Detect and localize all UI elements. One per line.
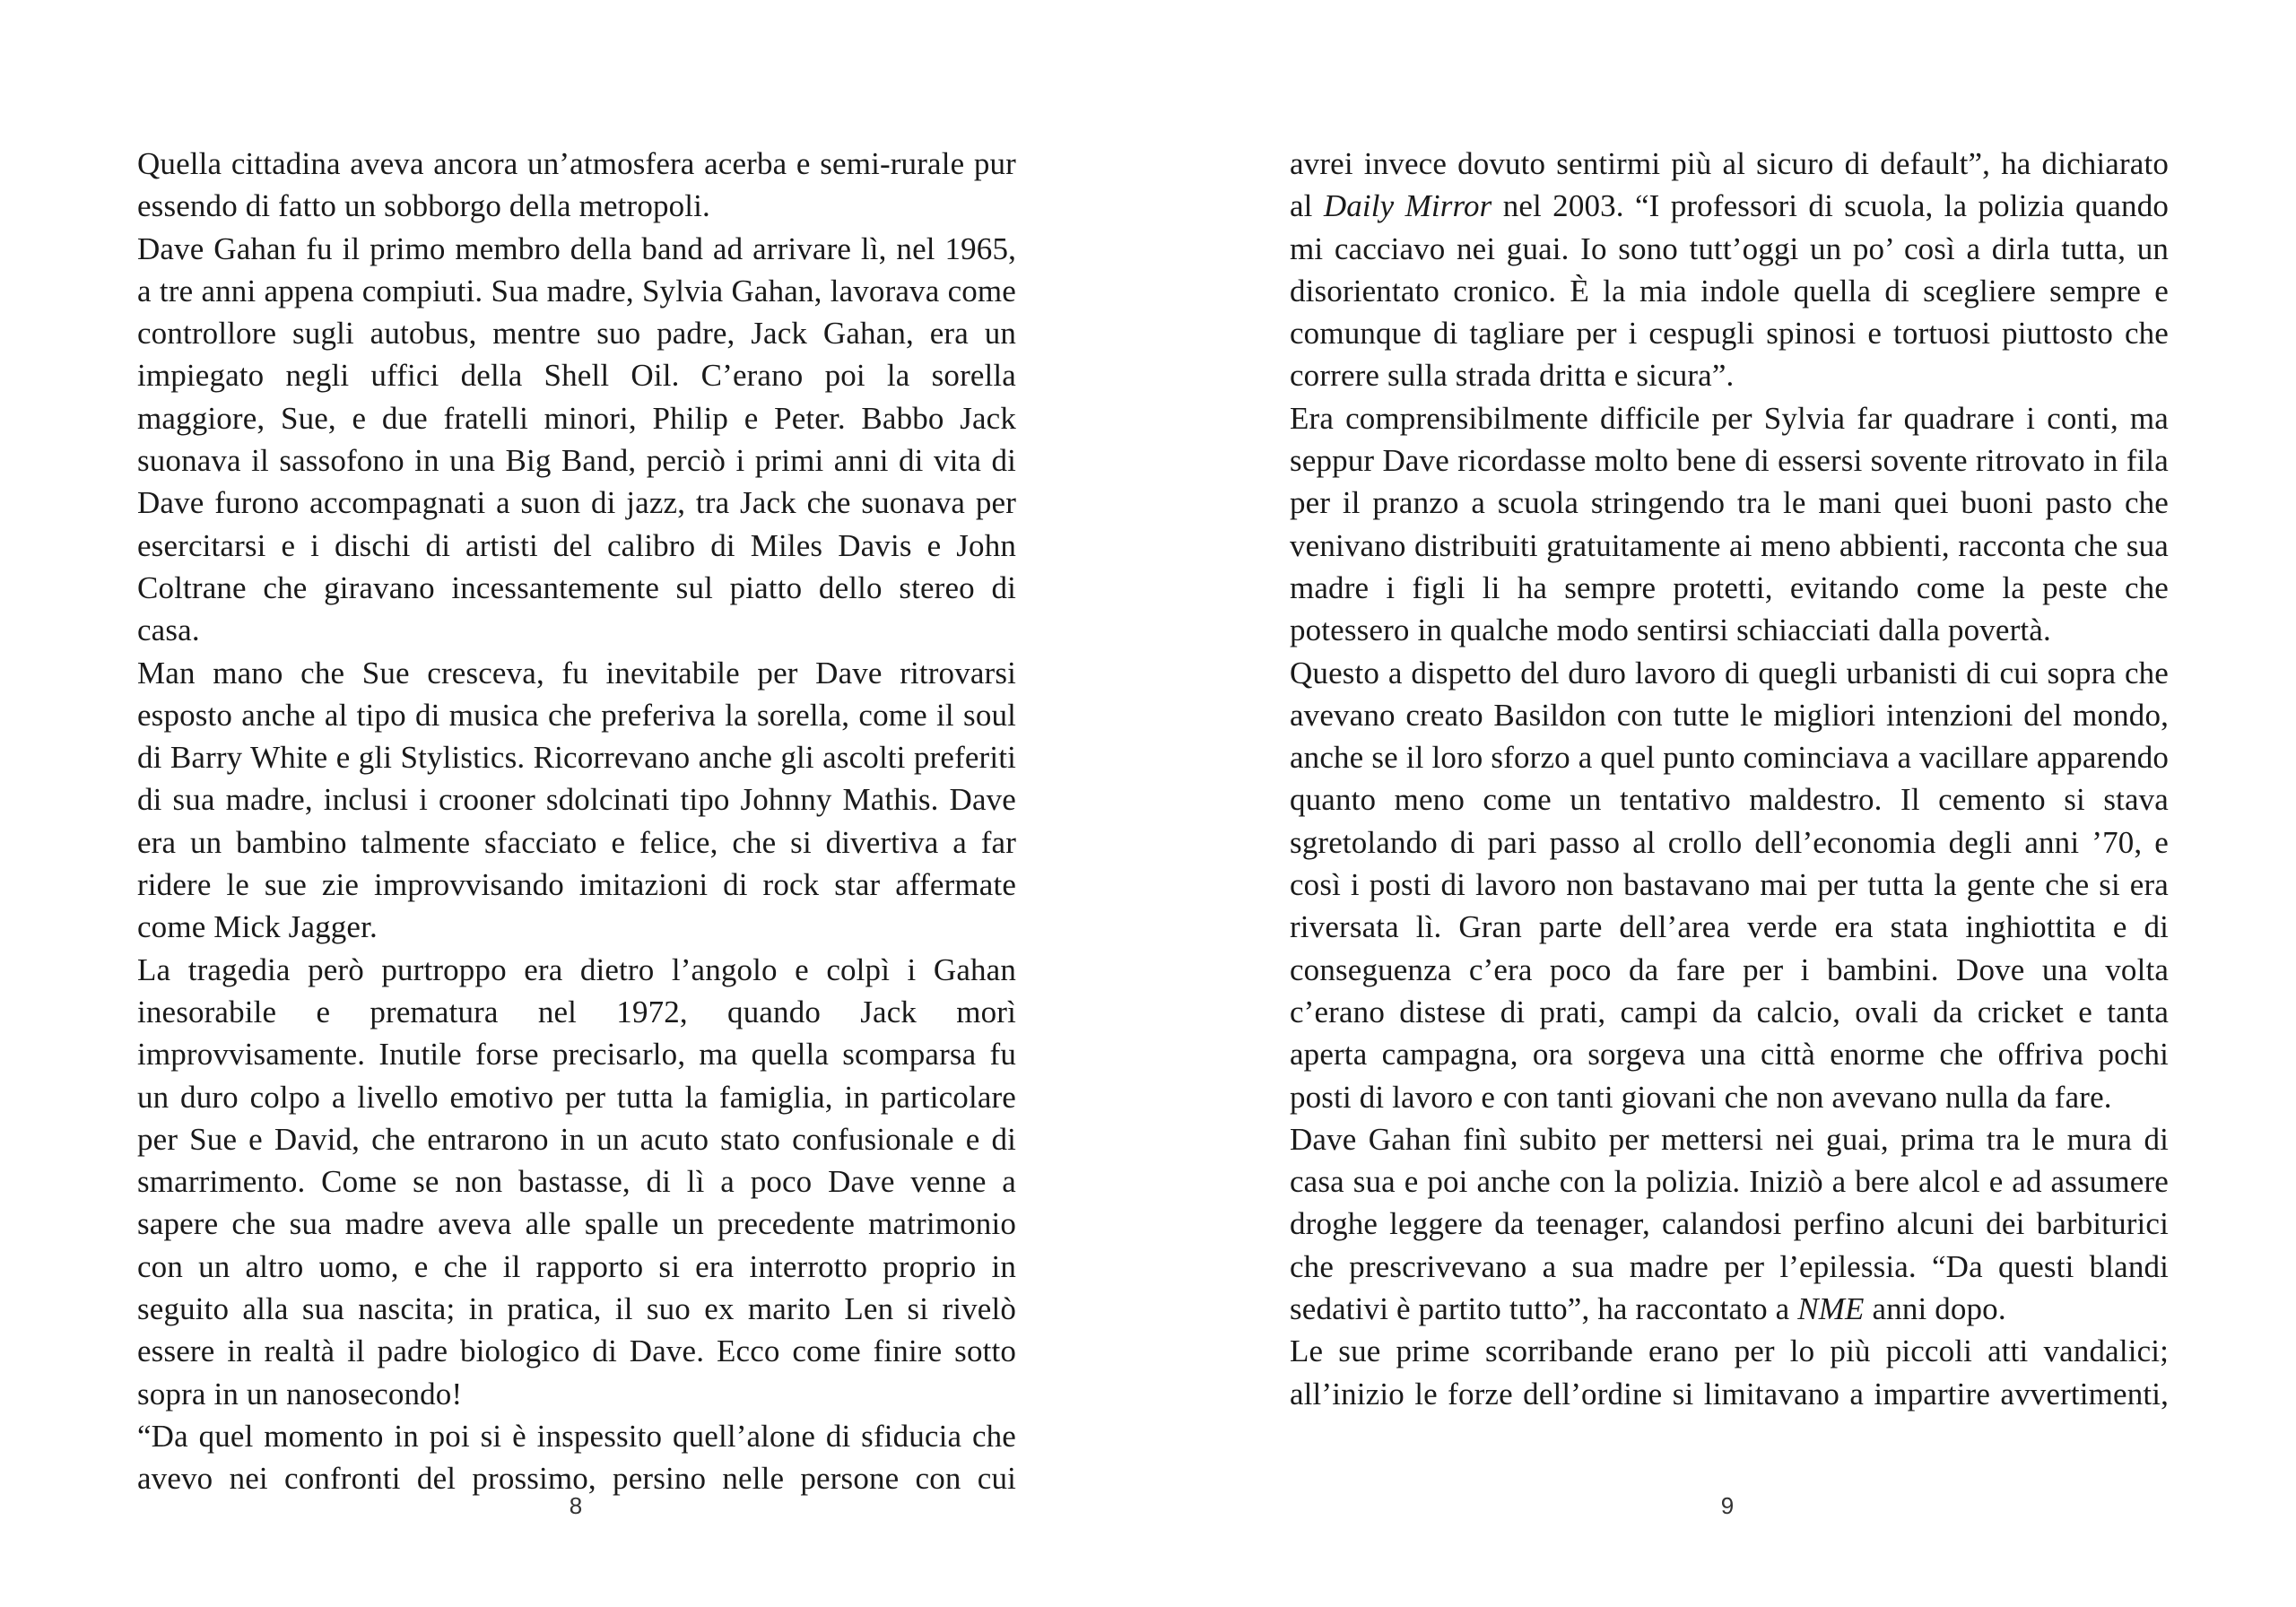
page-number: 9 [1720,1492,1735,1519]
text-run: nel 2003. “I professori di scuola, la polizia quando mi cacciavo nei guai. Io sono tutt’oggi un po’ così a dirla tutta, un disorientato cronico. È la mia indole quella di scegliere sempre e comunque di tagliare per i cespugli spinosi e tortuosi piuttosto che correre sulla strada dritta e sicura”. [1290,188,2169,394]
paragraph: Era comprensibilmente difficile per Sylvia far quadrare i conti, ma seppur Dave ricordasse molto bene di essersi sovente ritrovato in fila per il pranzo a scuola stringendo tra le mani quei buoni pasto che venivano distribuiti gratuitamente ai meno abbienti, racconta che sua madre i figli li ha sempre protetti, evitando come la peste che potessero in qualche modo sentirsi schiacciati dalla povertà. [1290,400,2169,648]
text-run: anni dopo. [1864,1291,2006,1327]
left-page-text [137,143,1016,1500]
publication-title: Daily Mirror [1323,188,1492,224]
page-number: 8 [569,1492,583,1519]
paragraph: Dave Gahan fu il primo membro della band ad arrivare lì, nel 1965, a tre anni appena compiuti. Sua madre, Sylvia Gahan, lavorava come controllore sugli autobus, mentre suo padre, Jack Gahan, era un impiegato negli uffici della Shell Oil. C’erano poi la sorella maggiore, Sue, e due fratelli minori, Philip e Peter. Babbo Jack suonava il sassofono in una Big Band, perciò i primi anni di vita di Dave furono accompagnati a suon di jazz, tra Jack che suonava per esercitarsi e i dischi di artisti del calibro di Miles Davis e John Coltrane che giravano incessantemente sul piatto dello stereo di casa. [137,230,1016,648]
paragraph: Le sue prime scorribande erano per lo più piccoli atti vandalici; all’inizio le forze dell’ordine si limitavano a impartire avvertimenti, [1290,1333,2169,1412]
paragraph: Man mano che Sue cresceva, fu inevitabile per Dave ritrovarsi esposto anche al tipo di musica che preferiva la sorella, come il soul di Barry White e gli Stylistics. Ricorrevano anche gli ascolti preferiti di sua madre, inclusi i crooner sdolcinati tipo Johnny Mathis. Dave era un bambino talmente sfacciato e felice, che si divertiva a far ridere le sue zie improvvisando imitazioni di rock star affermate come Mick Jagger. [137,655,1016,945]
paragraph: “Da quel momento in poi si è inspessito quell’alone di sfiducia che avevo nei confronti del prossimo, persino nelle persone con cui [137,1418,1016,1497]
text-run: avrei invece dovuto sentirmi più al sicuro di default”, ha dichiarato al [1290,146,2169,224]
paragraph: La tragedia però purtroppo era dietro l’angolo e colpì i Gahan inesorabile e prematura nel 1972, quando Jack morì improvvisamente. Inutile forse precisarlo, ma quella scomparsa fu un duro colpo a livello emotivo per tutta la famiglia, in particolare per Sue e David, che entrarono in un acuto stato confusionale e di smarrimento. Come se non bastasse, di lì a poco Dave venne a sapere che sua madre aveva alle spalle un precedente matrimonio con un altro uomo, e che il rapporto si era interrotto proprio in seguito alla sua nascita; in pratica, il suo ex marito Len si rivelò essere in realtà il padre biologico di Dave. Ecco come finire sotto sopra in un nanosecondo! [137,951,1016,1412]
paragraph [1290,1118,2169,1330]
right-page [1148,0,2296,1607]
right-page-text [1290,143,2169,1415]
paragraph [1290,143,2169,397]
paragraph: Quella cittadina aveva ancora un’atmosfera acerba e semi-rurale pur essendo di fatto un sobborgo della metropoli. [137,146,1016,224]
publication-title: NME [1797,1291,1865,1327]
paragraph: Questo a dispetto del duro lavoro di quegli urbanisti di cui sopra che avevano creato Basildon con tutte le migliori intenzioni del mondo, anche se il loro sforzo a quel punto cominciava a vacillare apparendo quanto meno come un tentativo maldestro. Il cemento si stava sgretolando di pari passo al crollo dell’economia degli anni ’70, e così i posti di lavoro non bastavano mai per tutta la gente che si era riversata lì. Gran parte dell’area verde era stata inghiottita e di conseguenza c’era poco da fare per i bambini. Dove una volta c’erano distese di prati, campi da calcio, ovali da cricket e tanta aperta campagna, ora sorgeva una città enorme che offriva pochi posti di lavoro e con tanti giovani che non avevano nulla da fare. [1290,655,2169,1115]
text-run: Dave Gahan finì subito per mettersi nei guai, prima tra le mura di casa sua e poi anche con la polizia. Iniziò a bere alcol e ad assumere droghe leggere da teenager, calandosi perfino alcuni dei barbiturici che prescrivevano a sua madre per l’epilessia. “Da questi blandi sedativi è partito tutto”, ha raccontato a [1290,1121,2169,1327]
